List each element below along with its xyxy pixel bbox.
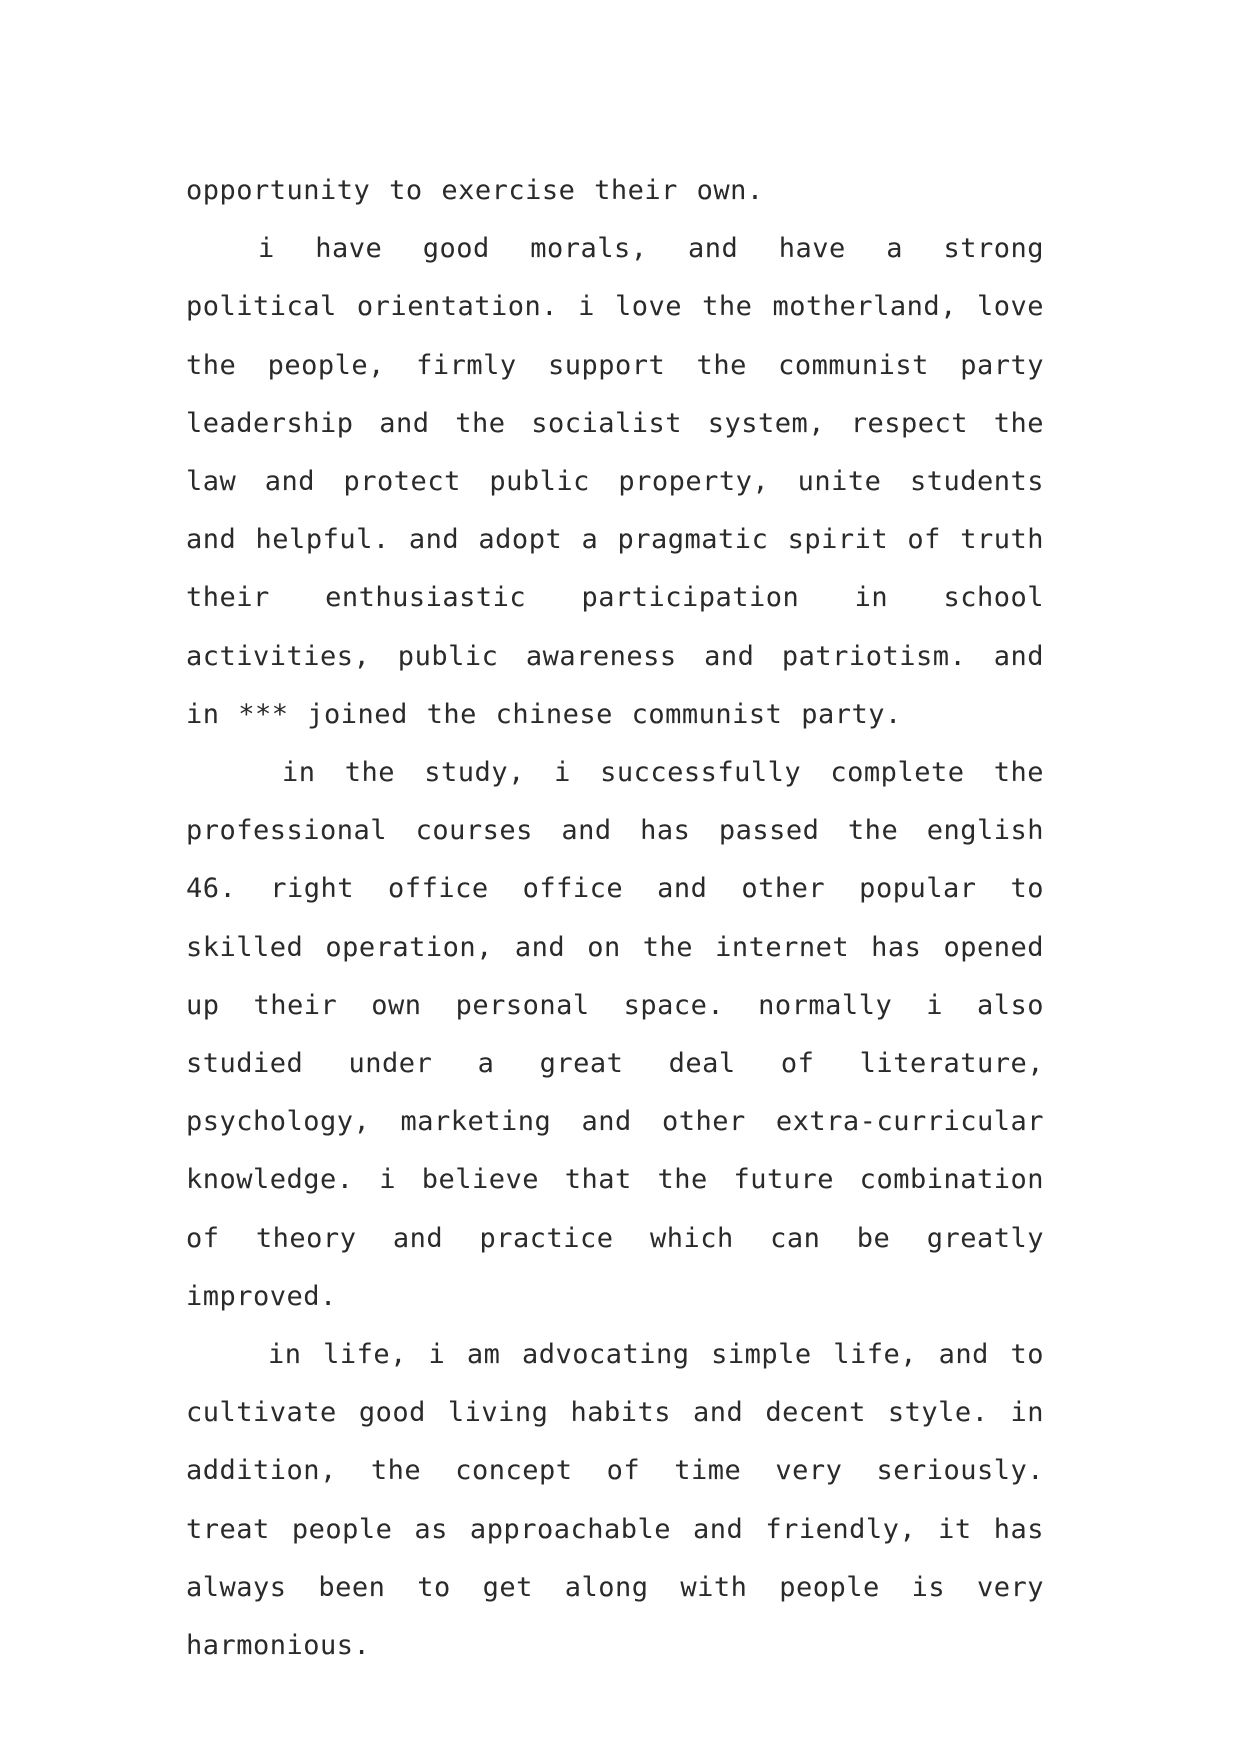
paragraph-life: in life, i am advocating simple life, and to cultivate good living habits and decent style. in addition, the concept of time very seriously. treat people as approachable and friendly, it has always been to get along with people is very harmonious. — [186, 1339, 1044, 1662]
paragraph-morals: i have good morals, and have a strong political orientation. i love the motherland, love the people, firmly support the communist party leadership and the socialist system, respect the law and protect public property, unite students and helpful. and adopt a pragmatic spirit of truth their enthusiastic participation in school activities, public awareness and patriotism. and in *** joined the chinese communist party. — [186, 233, 1044, 730]
document-body — [186, 162, 1044, 1675]
paragraph-continuation: opportunity to exercise their own. — [186, 175, 764, 206]
paragraph-study: in the study, i successfully complete the professional courses and has passed the english 46. right office office and other popular to skilled operation, and on the internet has opened up their own personal space. normally i also studied under a great deal of literature, psychology, marketing and other extra-curricular knowledge. i believe that the future combination of theory and practice which can be greatly improved. — [186, 757, 1044, 1312]
